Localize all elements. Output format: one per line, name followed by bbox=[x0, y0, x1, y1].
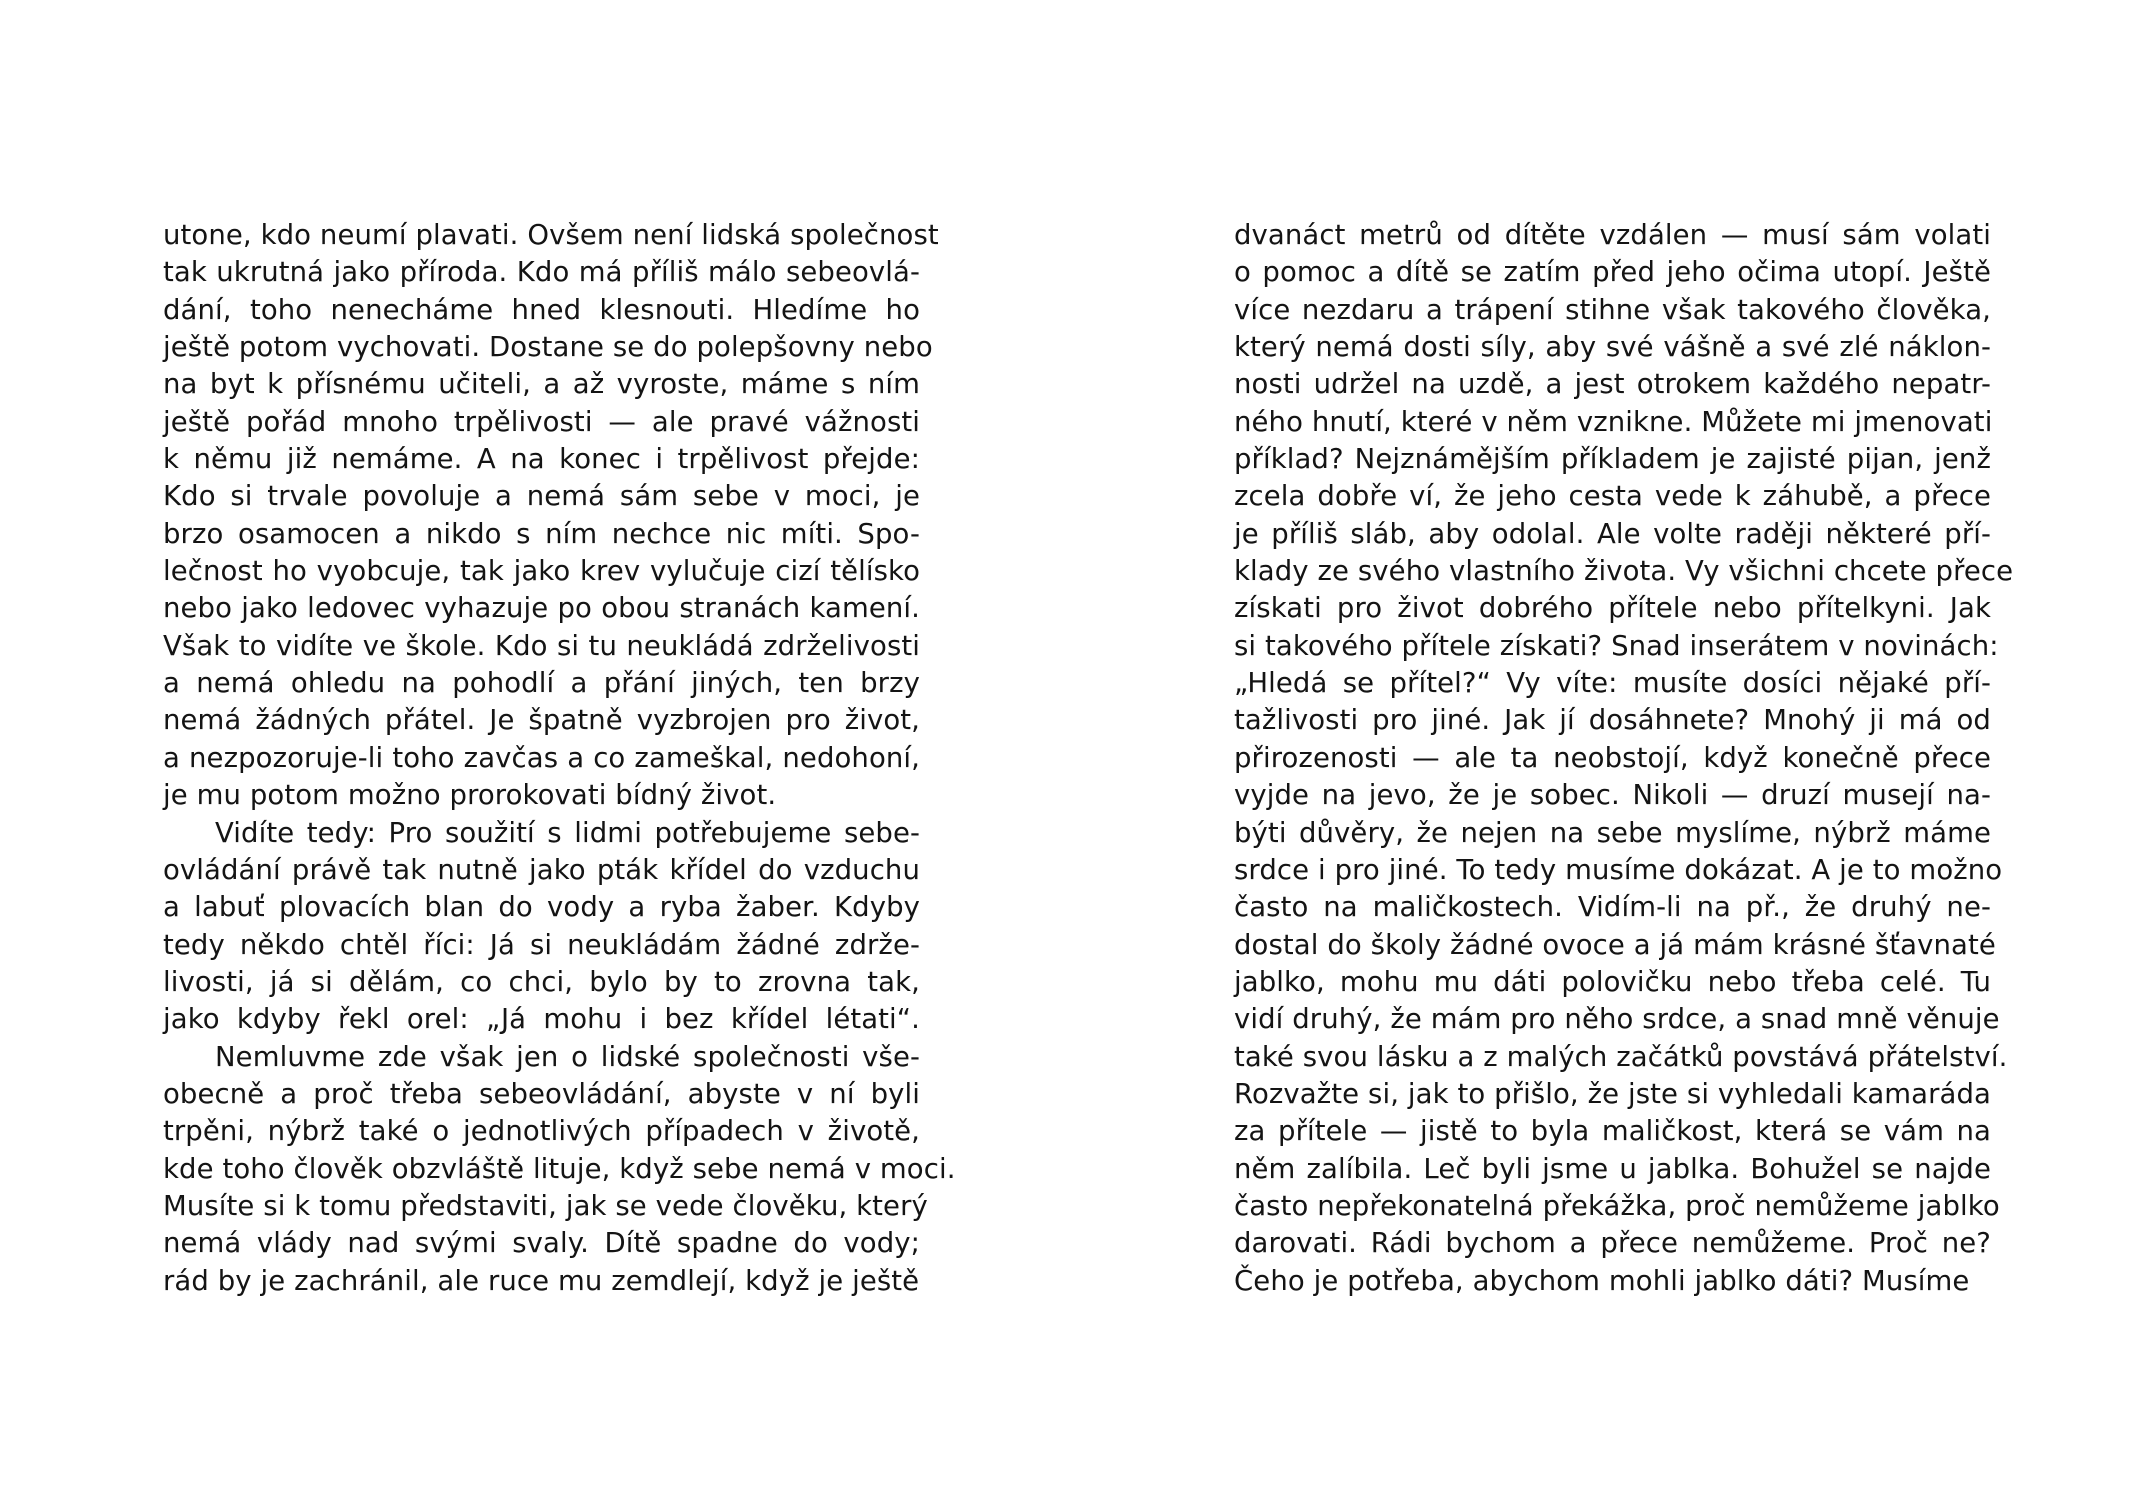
text-line: Čeho je potřeba, abychom mohli jablko dáti? Musíme bbox=[1234, 1264, 1970, 1297]
text-line: tažlivosti pro jiné. Jak jí dosáhnete? Mnohý ji má od bbox=[1234, 704, 1991, 737]
text-line: darovati. Rádi bychom a přece nemůžeme. Proč ne? bbox=[1234, 1227, 1991, 1260]
text-line: Vidíte tedy: Pro soužití s lidmi potřebujeme sebe- bbox=[215, 816, 920, 849]
text-line: dání, toho nenecháme hned klesnouti. Hledíme ho bbox=[163, 293, 920, 326]
text-line: Rozvažte si, jak to přišlo, že jste si vyhledali kamaráda bbox=[1234, 1077, 1991, 1110]
text-line: tedy někdo chtěl říci: Já si neukládám žádné zdrže- bbox=[163, 928, 920, 961]
text-line: také svou lásku a z malých začátků povstává přátelství. bbox=[1234, 1040, 2008, 1073]
text-line: ještě potom vychovati. Dostane se do polepšovny nebo bbox=[163, 331, 933, 364]
text-line: jablko, mohu mu dáti polovičku nebo třeba celé. Tu bbox=[1234, 965, 1991, 998]
text-line: vyjde na jevo, že je sobec. Nikoli — druzí musejí na- bbox=[1234, 779, 1991, 812]
text-line: trpěni, nýbrž také o jednotlivých případech v životě, bbox=[163, 1115, 920, 1148]
text-line: je příliš sláb, aby odolal. Ale volte raději některé pří- bbox=[1234, 517, 1991, 550]
text-line: tak ukrutná jako příroda. Kdo má příliš málo sebeovlá- bbox=[163, 256, 920, 289]
text-line: nosti udržel na uzdě, a jest otrokem každého nepatr- bbox=[1234, 368, 1991, 401]
right-page-text bbox=[1234, 217, 2014, 1317]
text-line: vidí druhý, že mám pro něho srdce, a snad mně věnuje bbox=[1234, 1003, 2000, 1036]
text-line: Nemluvme zde však jen o lidské společnosti vše- bbox=[215, 1040, 920, 1073]
text-line: Musíte si k tomu představiti, jak se vede člověku, který bbox=[163, 1189, 928, 1222]
text-line: utone, kdo neumí plavati. Ovšem není lidská společnost bbox=[163, 219, 939, 251]
text-line: jako kdyby řekl orel: „Já mohu i bez křídel létati“. bbox=[163, 1003, 920, 1036]
text-line: si takového přítele získati? Snad inserátem v novinách: bbox=[1234, 629, 1999, 662]
text-line: za přítele — jistě to byla maličkost, která se vám na bbox=[1234, 1115, 1991, 1148]
text-line: získati pro život dobrého přítele nebo přítelkyni. Jak bbox=[1234, 592, 1991, 625]
text-line: Však to vidíte ve škole. Kdo si tu neukládá zdrželivosti bbox=[163, 629, 920, 662]
text-line: a nezpozoruje-li toho zavčas a co zameškal, nedohoní, bbox=[163, 741, 920, 774]
left-page-text bbox=[163, 217, 956, 1317]
text-line: kde toho člověk obzvláště lituje, když sebe nemá v moci. bbox=[163, 1152, 956, 1185]
text-line: nemá žádných přátel. Je špatně vyzbrojen pro život, bbox=[163, 704, 920, 737]
text-line: příklad? Nejznámějším příkladem je zajisté pijan, jenž bbox=[1234, 443, 1991, 476]
text-line: o pomoc a dítě se zatím před jeho očima utopí. Ještě bbox=[1234, 256, 1991, 289]
text-line: který nemá dosti síly, aby své vášně a své zlé náklon- bbox=[1234, 331, 1991, 364]
text-line: dostal do školy žádné ovoce a já mám krásné šťavnaté bbox=[1234, 928, 1996, 961]
text-line: „Hledá se přítel?“ Vy víte: musíte dosíci nějaké pří- bbox=[1234, 667, 1991, 700]
text-line: na byt k přísnému učiteli, a až vyroste, máme s ním bbox=[163, 368, 920, 401]
text-line: dvanáct metrů od dítěte vzdálen — musí sám volati bbox=[1234, 219, 1991, 251]
text-line: často na maličkostech. Vidím-li na př., že druhý ne- bbox=[1234, 891, 1991, 924]
text-line: často nepřekonatelná překážka, proč nemůžeme jablko bbox=[1234, 1189, 2000, 1222]
text-line: ovládání právě tak nutně jako pták křídel do vzduchu bbox=[163, 853, 920, 886]
text-line: lečnost ho vyobcuje, tak jako krev vylučuje cizí tělísko bbox=[163, 555, 920, 588]
text-line: zcela dobře ví, že jeho cesta vede k záhubě, a přece bbox=[1234, 480, 1991, 513]
text-line: býti důvěry, že nejen na sebe myslíme, nýbrž máme bbox=[1234, 816, 1991, 849]
text-line: ného hnutí, které v něm vznikne. Můžete mi jmenovati bbox=[1234, 405, 1993, 438]
text-line: něm zalíbila. Leč byli jsme u jablka. Bohužel se najde bbox=[1234, 1152, 1991, 1185]
text-line: přirozenosti — ale ta neobstojí, když konečně přece bbox=[1234, 741, 1991, 774]
text-line: klady ze svého vlastního života. Vy všichni chcete přece bbox=[1234, 555, 2014, 588]
text-line: nebo jako ledovec vyhazuje po obou stranách kamení. bbox=[163, 592, 920, 625]
text-line: je mu potom možno prorokovati bídný život. bbox=[163, 779, 777, 812]
text-line: a nemá ohledu na pohodlí a přání jiných, ten brzy bbox=[163, 667, 920, 700]
text-line: srdce i pro jiné. To tedy musíme dokázat. A je to možno bbox=[1234, 853, 2003, 886]
text-line: a labuť plovacích blan do vody a ryba žaber. Kdyby bbox=[163, 891, 920, 924]
text-line: ještě pořád mnoho trpělivosti — ale pravé vážnosti bbox=[163, 405, 920, 438]
text-line: rád by je zachránil, ale ruce mu zemdlejí, když je ještě bbox=[163, 1264, 920, 1297]
text-line: více nezdaru a trápení stihne však takového člověka, bbox=[1234, 293, 1991, 326]
text-line: k němu již nemáme. A na konec i trpělivost přejde: bbox=[163, 443, 920, 476]
text-line: brzo osamocen a nikdo s ním nechce nic míti. Spo- bbox=[163, 517, 920, 550]
text-line: nemá vlády nad svými svaly. Dítě spadne do vody; bbox=[163, 1227, 920, 1260]
text-line: Kdo si trvale povoluje a nemá sám sebe v moci, je bbox=[163, 480, 920, 513]
text-line: obecně a proč třeba sebeovládání, abyste v ní byli bbox=[163, 1077, 920, 1110]
text-line: livosti, já si dělám, co chci, bylo by to zrovna tak, bbox=[163, 965, 920, 998]
